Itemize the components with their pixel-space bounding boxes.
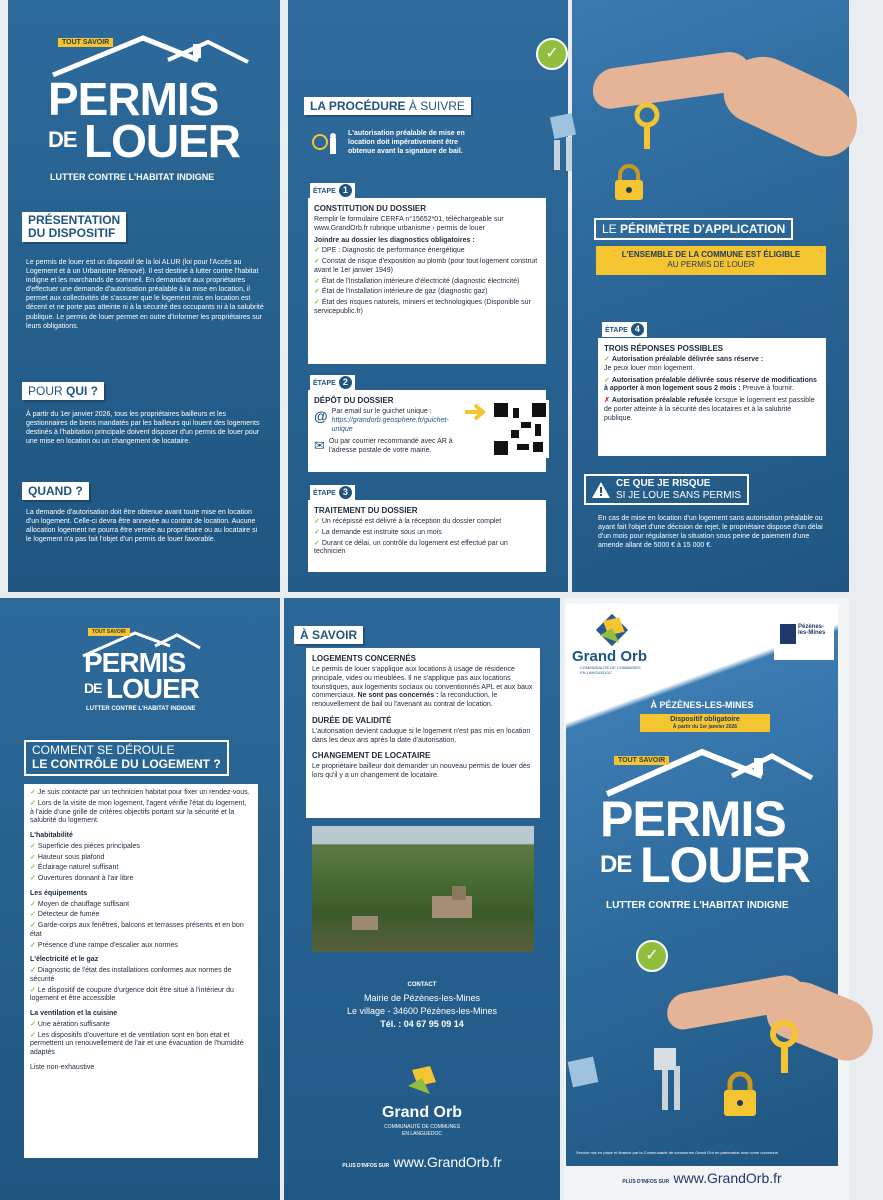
cover-band-1: Dispositif obligatoire	[670, 716, 740, 723]
controle-group-list	[30, 967, 252, 1004]
logo-de-small: DE	[84, 680, 102, 696]
check-icon: ✓	[314, 528, 320, 536]
list-item	[314, 288, 540, 297]
cover-grand-orb-sub1: COMMUNAUTÉ DE COMMUNES	[580, 665, 641, 670]
etape-1-number: 1	[339, 184, 352, 197]
check-icon: ✓	[30, 875, 36, 882]
a-savoir-s3-text: Le propriétaire bailleur doit demander un nouveau permis de louer dès lors qu'il y a un changement de locataire.	[312, 763, 531, 779]
controle-heading	[24, 740, 229, 776]
check-icon: ✓	[314, 518, 320, 525]
check-icon: ✓	[30, 799, 36, 807]
procedure-heading-a: LA PROCÉDURE	[310, 99, 406, 113]
step3-list	[314, 518, 540, 557]
cover-tout-savoir-tag: TOUT SAVOIR	[614, 756, 669, 765]
contact-line1: Mairie de Pézènes-les-Mines	[363, 993, 481, 1003]
check-icon: ✓	[30, 967, 36, 974]
panel-perimetre	[545, 0, 849, 592]
panel-controle	[0, 598, 280, 1200]
list-item	[314, 258, 540, 276]
grand-orb-sub2: EN LANGUEDOC	[401, 1131, 442, 1137]
step2-title: DÉPÔT DU DOSSIER	[314, 396, 394, 405]
cover-town: À PÉZÈNES-LES-MINES	[650, 700, 754, 710]
a-savoir-heading: À SAVOIR	[294, 626, 363, 644]
panel-presentation	[8, 0, 280, 592]
grand-orb-logo-icon	[400, 1060, 444, 1100]
step3-item: Un récépissé est délivré à la réception du dossier complet	[321, 518, 502, 525]
list-item	[30, 911, 252, 920]
commune-shield-icon	[780, 624, 796, 644]
controle-group-title: L'électricité et le gaz	[30, 956, 99, 964]
etape-3-label	[310, 485, 355, 500]
presentation-heading	[22, 212, 126, 242]
list-item	[30, 843, 252, 852]
risque-heading-a: CE QUE JE RISQUE	[616, 478, 711, 489]
step4-r3-text: lorsque le logement est passible de porter atteinte à la sécurité des locataires et à la salubrité publique.	[604, 397, 815, 422]
logo-subtitle-small: LUTTER CONTRE L'HABITAT INDIGNE	[86, 706, 196, 712]
list-item	[314, 278, 540, 287]
infos-url[interactable]: www.GrandOrb.fr	[393, 1154, 502, 1170]
list-item	[30, 789, 252, 798]
a-savoir-s1-bold: Ne sont pas concernés :	[357, 692, 439, 700]
list-item	[314, 299, 540, 317]
cover-infos-url[interactable]: www.GrandOrb.fr	[673, 1170, 782, 1186]
risque-heading	[584, 474, 749, 505]
etape-2-text: ÉTAPE	[313, 380, 336, 387]
controle-group-title: Les équipements	[30, 889, 88, 897]
controle-item: Éclairage naturel suffisant	[37, 864, 119, 872]
controle-group-list	[30, 1021, 252, 1058]
list-item	[30, 800, 252, 826]
check-icon: ✓	[604, 356, 610, 363]
envelope-icon: ✉	[314, 438, 325, 454]
contact-line2: Le village - 34600 Pézènes-les-Mines	[346, 1006, 498, 1016]
perimetre-heading-a: LE	[602, 222, 617, 236]
step1-item: DPE : Diagnostic de performance énergétique	[321, 247, 465, 255]
a-savoir-s2-title: DURÉE DE VALIDITÉ	[312, 715, 392, 725]
check-icon: ✓	[30, 1031, 36, 1039]
check-icon: ✓	[30, 941, 36, 949]
check-icon: ✓	[30, 1020, 36, 1028]
logo-de: DE	[48, 127, 77, 152]
step4-box	[598, 338, 826, 456]
cover-grand-orb-sub2: EN LANGUEDOC	[580, 669, 613, 675]
etape-4-label	[602, 322, 647, 337]
check-icon: ✓	[30, 864, 36, 872]
step4-r3-title: Autorisation préalable refusée	[611, 397, 713, 404]
cover-check-circle-icon: ✓	[636, 940, 668, 972]
step1-intro: Remplir le formulaire CERFA n°15652*01, téléchargeable sur www.GrandOrb.fr rubrique urbanisme › permis de louer	[314, 216, 504, 232]
step1-box	[308, 198, 546, 364]
step4-response-1	[604, 356, 820, 374]
step3-box	[308, 500, 546, 572]
logo-permis: PERMIS	[48, 73, 219, 125]
list-item	[314, 518, 540, 527]
cover-infos-label: PLUS D'INFOS SUR	[622, 1179, 670, 1185]
a-savoir-s1-end: la reconduction, le renouvellement de bail ou l'avenant au contrat de location.	[312, 692, 498, 708]
controle-intro-item: Lors de la visite de mon logement, l'agent vérifie l'état du logement, à l'aide d'une grille de critères objectifs portant sur la sécurité et la salubrité du logement.	[30, 799, 247, 825]
controle-item: Le dispositif de coupure d'urgence doit être situé à l'intérieur du logement et être accessible	[30, 986, 234, 1003]
presentation-heading-a: PRÉSENTATION	[28, 213, 121, 227]
grand-orb-logo-icon	[592, 612, 632, 648]
commune-logo	[774, 618, 834, 660]
perimetre-band	[596, 246, 826, 275]
check-icon: ✓	[30, 900, 36, 908]
contact-label: CONTACT	[407, 982, 437, 988]
controle-footer: Liste non-exhaustive	[30, 1063, 95, 1071]
procedure-heading-b: À SUIVRE	[408, 99, 465, 113]
controle-box	[24, 784, 258, 1158]
step1-item: État des risques naturels, miniers et technologiques (Disponible sur servicepublic.fr)	[314, 299, 531, 315]
list-item	[30, 864, 252, 873]
pour-qui-heading-a: POUR	[28, 384, 63, 398]
check-icon: ✓	[604, 376, 610, 384]
list-item	[30, 967, 252, 985]
procedure-note: L'autorisation préalable de mise en location doit impérativement être obtenue avant la signature de bail.	[348, 130, 465, 155]
controle-item: Moyen de chauffage suffisant	[37, 900, 130, 908]
logo-louer-small: LOUER	[106, 673, 199, 704]
quand-heading: QUAND ?	[22, 482, 89, 500]
etape-3-text: ÉTAPE	[313, 490, 336, 497]
list-item	[30, 1021, 252, 1030]
controle-group-list	[30, 843, 252, 884]
step1-sub: Joindre au dossier les diagnostics obligatoires :	[314, 236, 475, 244]
step2-url[interactable]: https://grandorb.geosphere.fr/guichet-unique	[331, 416, 449, 433]
a-savoir-s2-text: L'autorisation devient caduque si le logement n'est pas mis en location dans les deux ans après la date d'autorisation.	[312, 727, 531, 744]
step4-r1-text: Je peux louer mon logement.	[604, 364, 695, 372]
controle-item: Ouvertures donnant à l'air libre	[37, 875, 134, 882]
pour-qui-heading-b: QUI ?	[66, 384, 99, 398]
grand-orb-name: Grand Orb	[381, 1104, 462, 1121]
controle-intro-item: Je suis contacté par un technicien habitat pour fixer un rendez-vous.	[37, 789, 250, 796]
controle-heading-a: COMMENT SE DÉROULE	[32, 743, 175, 757]
cover-band	[640, 714, 770, 732]
check-icon: ✓	[30, 911, 36, 919]
pour-qui-heading	[22, 382, 104, 400]
check-icon: ✓	[314, 258, 320, 265]
perimetre-band-1: L'ENSEMBLE DE LA COMMUNE EST ÉLIGIBLE	[621, 250, 801, 259]
step1-title: CONSTITUTION DU DOSSIER	[314, 204, 427, 213]
a-savoir-s1-title: LOGEMENTS CONCERNÉS	[312, 654, 417, 663]
list-item	[30, 922, 252, 940]
controle-item: Présence d'une rampe d'escalier aux normes	[37, 941, 178, 949]
check-icon: ✓	[314, 539, 320, 547]
panel-a-savoir	[284, 598, 560, 1200]
at-icon: @	[314, 408, 328, 424]
step4-r2-title: Autorisation préalable délivrée sous réserve de modifications à apporter à mon logement sous 2 mois :	[604, 376, 817, 393]
pour-qui-text: À partir du 1er janvier 2026, tous les propriétaires bailleurs et les gestionnaires de biens mandatés par les bailleurs qui louent des logements destinés à l'habitation principale doivent disposer d'un permis de louer pour une mise en location ou un changement de locataire.	[26, 411, 260, 446]
controle-heading-b: LE CONTRÔLE DU LOGEMENT ?	[32, 756, 221, 771]
perimetre-heading	[594, 218, 793, 240]
panel-procedure	[288, 0, 568, 592]
etape-4-text: ÉTAPE	[605, 327, 628, 334]
step1-list	[314, 247, 540, 316]
infos-label: PLUS D'INFOS SUR	[342, 1163, 390, 1169]
list-item	[314, 540, 540, 558]
village-photo	[312, 826, 534, 952]
procedure-heading	[304, 97, 471, 115]
infos-row	[284, 1154, 560, 1172]
list-item	[30, 987, 252, 1005]
controle-item: Diagnostic de l'état des installations conformes aux normes de sécurité	[30, 967, 232, 983]
etape-1-label	[310, 183, 355, 198]
controle-intro-list	[30, 789, 252, 826]
idea-person-icon	[310, 132, 342, 158]
etape-1-text: ÉTAPE	[313, 188, 336, 195]
step3-item: La demande est instruite sous un mois	[321, 528, 442, 536]
step1-item: État de l'installation intérieure de gaz (diagnostic gaz)	[321, 288, 488, 296]
etape-2-label	[310, 375, 355, 390]
controle-group-title: La ventilation et la cuisine	[30, 1010, 118, 1017]
cover-grand-orb-name: Grand Orb	[572, 648, 648, 665]
step3-item: Durant ce délai, un contrôle du logement est effectué par un technicien	[314, 539, 508, 556]
cover-band-2: À partir du 1er janvier 2026	[672, 724, 738, 731]
controle-item: Une aération suffisante	[37, 1020, 110, 1028]
cross-icon: ✗	[604, 397, 610, 404]
logo-subtitle: LUTTER CONTRE L'HABITAT INDIGNE	[50, 172, 215, 182]
step2-email: Par email sur le guichet unique :	[331, 408, 432, 415]
step1-item: Constat de risque d'exposition au plomb (pour tout logement construit avant le 1er janvier 1949)	[314, 258, 538, 274]
step4-r1-title: Autorisation préalable délivrée sans réserve :	[611, 356, 764, 363]
step2-post: Ou par courrier recommandé avec AR à l'adresse postale de votre mairie.	[328, 438, 453, 454]
controle-group-title: L'habitabilité	[30, 832, 73, 839]
a-savoir-s3-title: CHANGEMENT DE LOCATAIRE	[312, 751, 431, 761]
cover-logo-permis: PERMIS	[600, 791, 786, 847]
etape-2-number: 2	[339, 376, 352, 389]
a-savoir-s1-body: Le permis de louer s'applique aux locations à usage de résidence principale, vides ou meublées. Il ne s'applique pas aux locations touristiques, aux logements sociaux ou conventionnés APL et aux baux commerciaux.	[312, 666, 533, 700]
tout-savoir-tag: TOUT SAVOIR	[58, 38, 113, 47]
presentation-text: Le permis de louer est un dispositif de la loi ALUR (loi pour l'Accès au Logement et à un Urbanisme Rénové). Il est destiné à lutter contre l'habitat indigne et les marchands de sommeil. En demandant aux propriétaires d'effectuer une demande d'autorisation préalable à la mise en location, il permet aux collectivités de s'assurer que le logement mis en location est décent et ne porte pas atteinte ni à la sécurité des occupants ni à la salubrité publique. Le permis de louer permet en outre d'informer les propriétaires sur leurs obligations.	[26, 259, 264, 330]
qr-code[interactable]	[491, 400, 549, 458]
grand-orb-sub1: COMMUNAUTÉ DE COMMUNES	[384, 1124, 460, 1130]
step4-response-3	[604, 397, 820, 423]
padlock-icon	[612, 165, 646, 201]
check-icon: ✓	[314, 288, 320, 296]
a-savoir-box	[306, 648, 540, 818]
controle-item: Détecteur de fumée	[37, 911, 100, 919]
list-item	[30, 854, 252, 863]
check-icon: ✓	[30, 789, 36, 796]
etape-3-number: 3	[339, 486, 352, 499]
controle-item: Les dispositifs d'ouverture et de ventilation sont en bon état et permettent un renouvellement de l'air et une évacuation de l'humidité adaptés	[30, 1031, 244, 1056]
commune-logo-name: Pézènes-les-Mines	[798, 624, 826, 636]
logo-louer: LOUER	[84, 115, 240, 167]
cover-grand-orb-sub	[580, 666, 641, 676]
house-roof-cover-icon	[602, 744, 812, 798]
controle-item: Hauteur sous plafond	[37, 853, 105, 861]
check-icon: ✓	[314, 277, 320, 285]
tout-savoir-tag-small: TOUT SAVOIR	[88, 628, 130, 636]
step1-item: État de l'installation intérieure d'électricité (diagnostic électricité)	[321, 277, 520, 285]
controle-group-list	[30, 901, 252, 951]
check-icon: ✓	[314, 247, 320, 255]
check-icon: ✓	[30, 986, 36, 994]
list-item	[30, 901, 252, 910]
check-circle-icon: ✓	[536, 38, 568, 70]
quand-text: La demande d'autorisation doit être obtenue avant toute mise en location d'un logement. Celle-ci devra être annexée au contrat de location. Aucune allocation logement ne pourra être versée au propriétaire ou au locataire si le logement n'a pas fait l'objet d'un permis de louer favorable.	[26, 509, 258, 544]
risque-text: En cas de mise en location d'un logement sans autorisation préalable ou ayant fait l'objet d'une décision de rejet, le propriétaire dispose d'un délai d'un mois pour régulariser la situation sous peine de paiement d'une amende allant de 5000 € à 15 000 €.	[598, 515, 823, 550]
controle-item: Superficie des pièces principales	[37, 842, 140, 850]
check-icon: ✓	[30, 853, 36, 861]
list-item	[314, 529, 540, 538]
perimetre-band-2: AU PERMIS DE LOUER	[667, 260, 755, 270]
cover-keys-icon	[570, 1014, 820, 1134]
cover-infos-row	[566, 1170, 838, 1188]
check-icon: ✓	[30, 842, 36, 850]
list-item	[30, 1032, 252, 1058]
logo-permis-small: PERMIS	[84, 647, 186, 678]
panel-cover	[566, 604, 838, 1166]
list-item	[30, 942, 252, 951]
list-item	[314, 247, 540, 256]
perimetre-heading-b: PÉRIMÈTRE D'APPLICATION	[620, 222, 786, 236]
cover-logo-subtitle: LUTTER CONTRE L'HABITAT INDIGNE	[606, 900, 789, 911]
check-icon: ✓	[30, 922, 36, 929]
step4-title: TROIS RÉPONSES POSSIBLES	[604, 344, 724, 353]
etape-4-number: 4	[631, 323, 644, 336]
warning-icon	[591, 481, 611, 499]
cover-footnote: Service mis en place et financé par la Communauté de communes Grand Orb en partenariat avec votre commune.	[576, 1150, 779, 1155]
a-savoir-s1-text	[312, 666, 534, 710]
check-icon: ✓	[314, 299, 320, 306]
list-item	[30, 875, 252, 884]
step4-r2-text: Preuve à fournir.	[742, 385, 794, 393]
risque-heading-b: SI JE LOUE SANS PERMIS	[616, 489, 742, 501]
cover-logo-louer: LOUER	[640, 837, 810, 893]
cover-logo-de: DE	[600, 851, 632, 878]
presentation-heading-b: DU DISPOSITIF	[28, 226, 116, 241]
step4-response-2	[604, 377, 820, 395]
contact-phone: Tél. : 04 67 95 09 14	[380, 1019, 464, 1029]
step3-title: TRAITEMENT DU DOSSIER	[314, 506, 418, 515]
controle-item: Garde-corps aux fenêtres, balcons et terrasses présents et en bon état	[30, 922, 244, 938]
arrow-right-icon	[463, 402, 489, 422]
